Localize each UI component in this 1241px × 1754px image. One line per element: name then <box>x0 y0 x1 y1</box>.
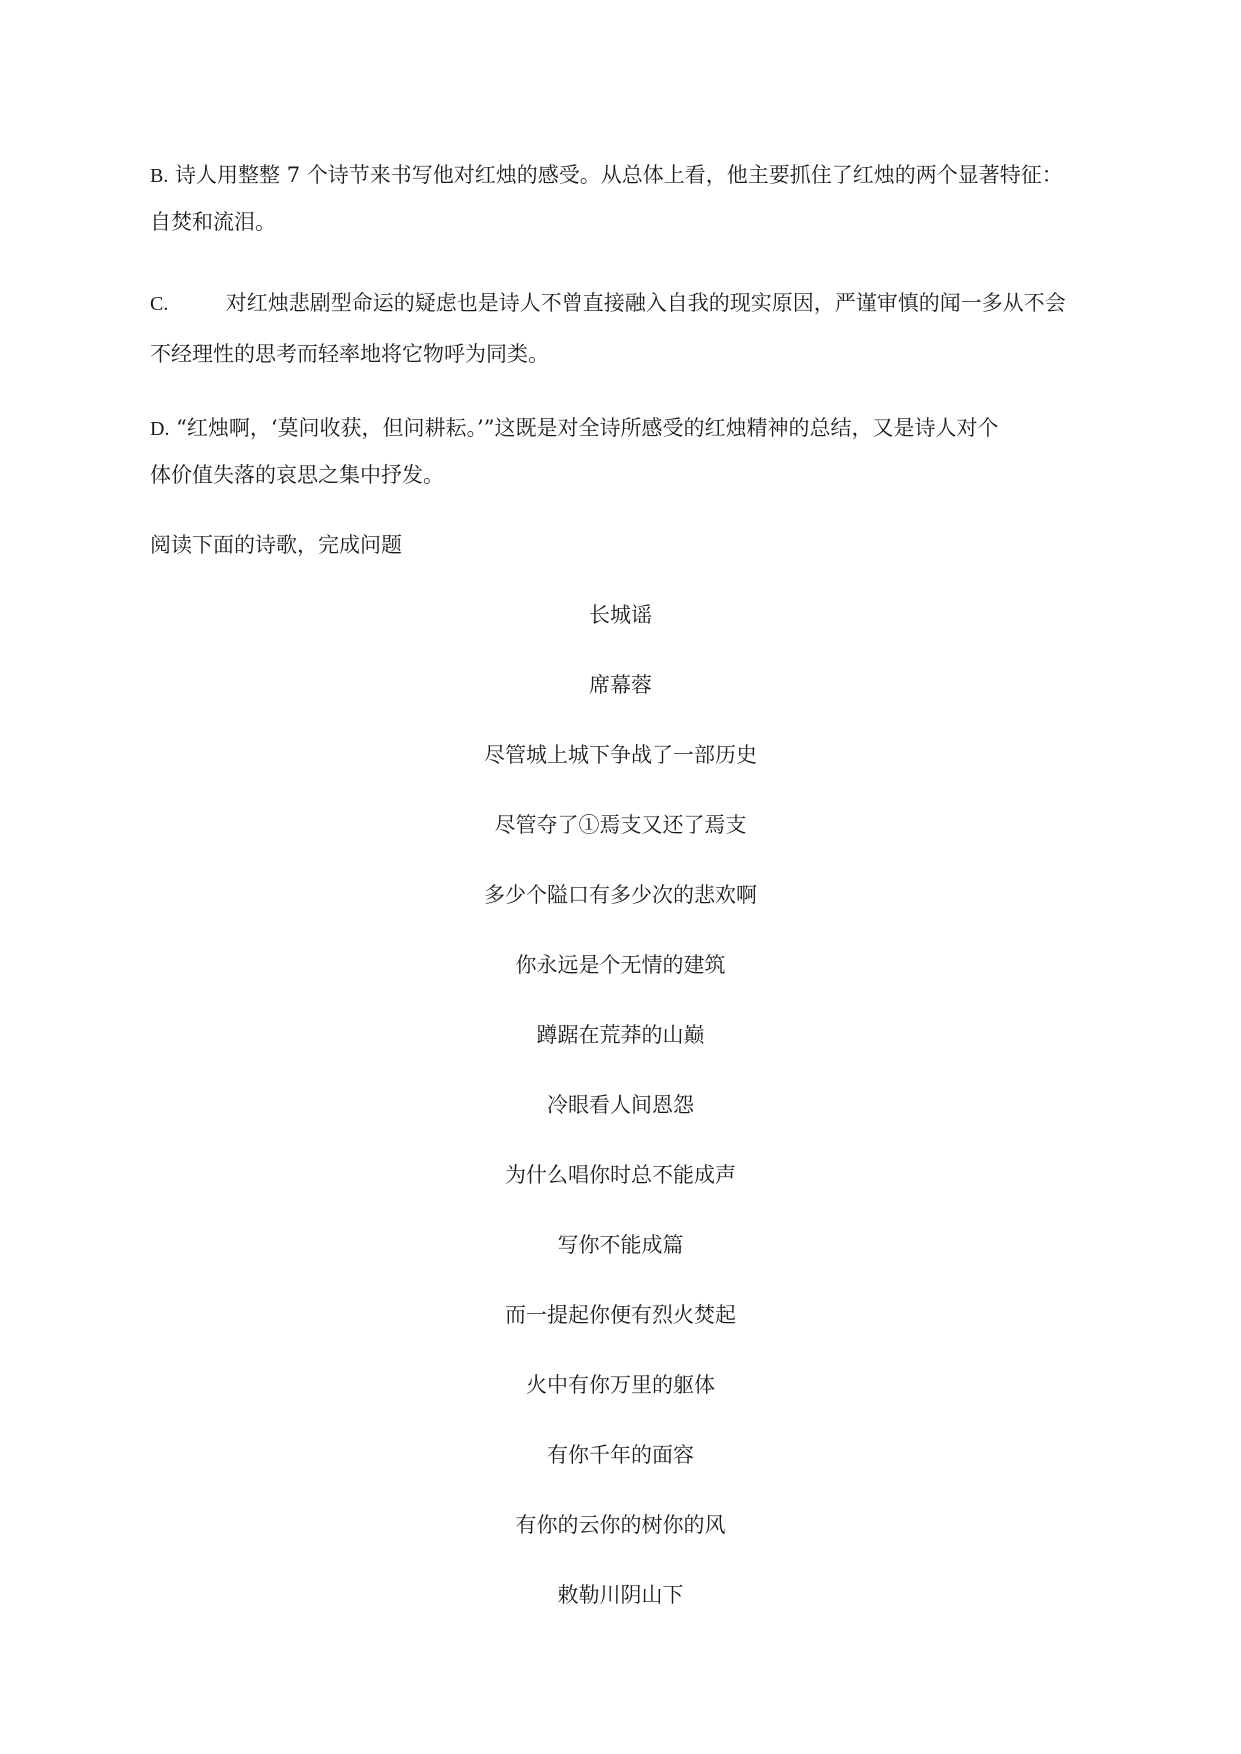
option-b-text: 诗人用整整 7 个诗节来书写他对红烛的感受。从总体上看，他主要抓住了红烛的两个显著特征： <box>175 163 1063 187</box>
reading-instruction: 阅读下面的诗歌，完成问题 <box>150 533 402 557</box>
poem-line: 有你千年的面容 <box>547 1443 694 1467</box>
poem-line: 敕勒川阴山下 <box>557 1583 684 1607</box>
option-c-text: 对红烛悲剧型命运的疑虑也是诗人不曾直接融入自我的现实原因，严谨审慎的闻一多从不会 <box>225 291 1066 315</box>
poem-line: 为什么唱你时总不能成声 <box>505 1163 736 1187</box>
poem-title: 长城谣 <box>589 603 652 627</box>
poem-line: 你永远是个无情的建筑 <box>515 953 726 977</box>
option-b-line-1 <box>150 160 1063 191</box>
option-b-letter: B. <box>150 165 169 187</box>
option-b-line-2: 自焚和流泪。 <box>150 210 276 234</box>
poem-line: 火中有你万里的躯体 <box>526 1373 715 1397</box>
poem-line: 有你的云你的树你的风 <box>515 1513 726 1537</box>
option-d-line-2: 体价值失落的哀思之集中抒发。 <box>150 463 444 487</box>
option-c-line-2: 不经理性的思考而轻率地将它物呼为同类。 <box>150 342 549 366</box>
option-d-text: “红烛啊，‘莫问收获，但问耕耘。’”这既是对全诗所感受的红烛精神的总结，又是诗人对个 <box>176 416 999 440</box>
poem-line: 而一提起你便有烈火焚起 <box>505 1303 736 1327</box>
poem-line: 尽管夺了①焉支又还了焉支 <box>494 813 747 837</box>
option-c-line-1 <box>150 288 1066 319</box>
option-d-line-1 <box>150 413 998 444</box>
option-c-letter: C. <box>150 293 169 315</box>
poem-line: 蹲踞在荒莽的山巅 <box>536 1023 705 1047</box>
poem-author: 席幕蓉 <box>589 673 652 697</box>
poem-line: 冷眼看人间恩怨 <box>547 1093 694 1117</box>
poem-line: 尽管城上城下争战了一部历史 <box>484 743 757 767</box>
option-d-letter: D. <box>150 418 170 440</box>
poem-line: 多少个隘口有多少次的悲欢啊 <box>484 883 757 907</box>
poem-line: 写你不能成篇 <box>557 1233 684 1257</box>
